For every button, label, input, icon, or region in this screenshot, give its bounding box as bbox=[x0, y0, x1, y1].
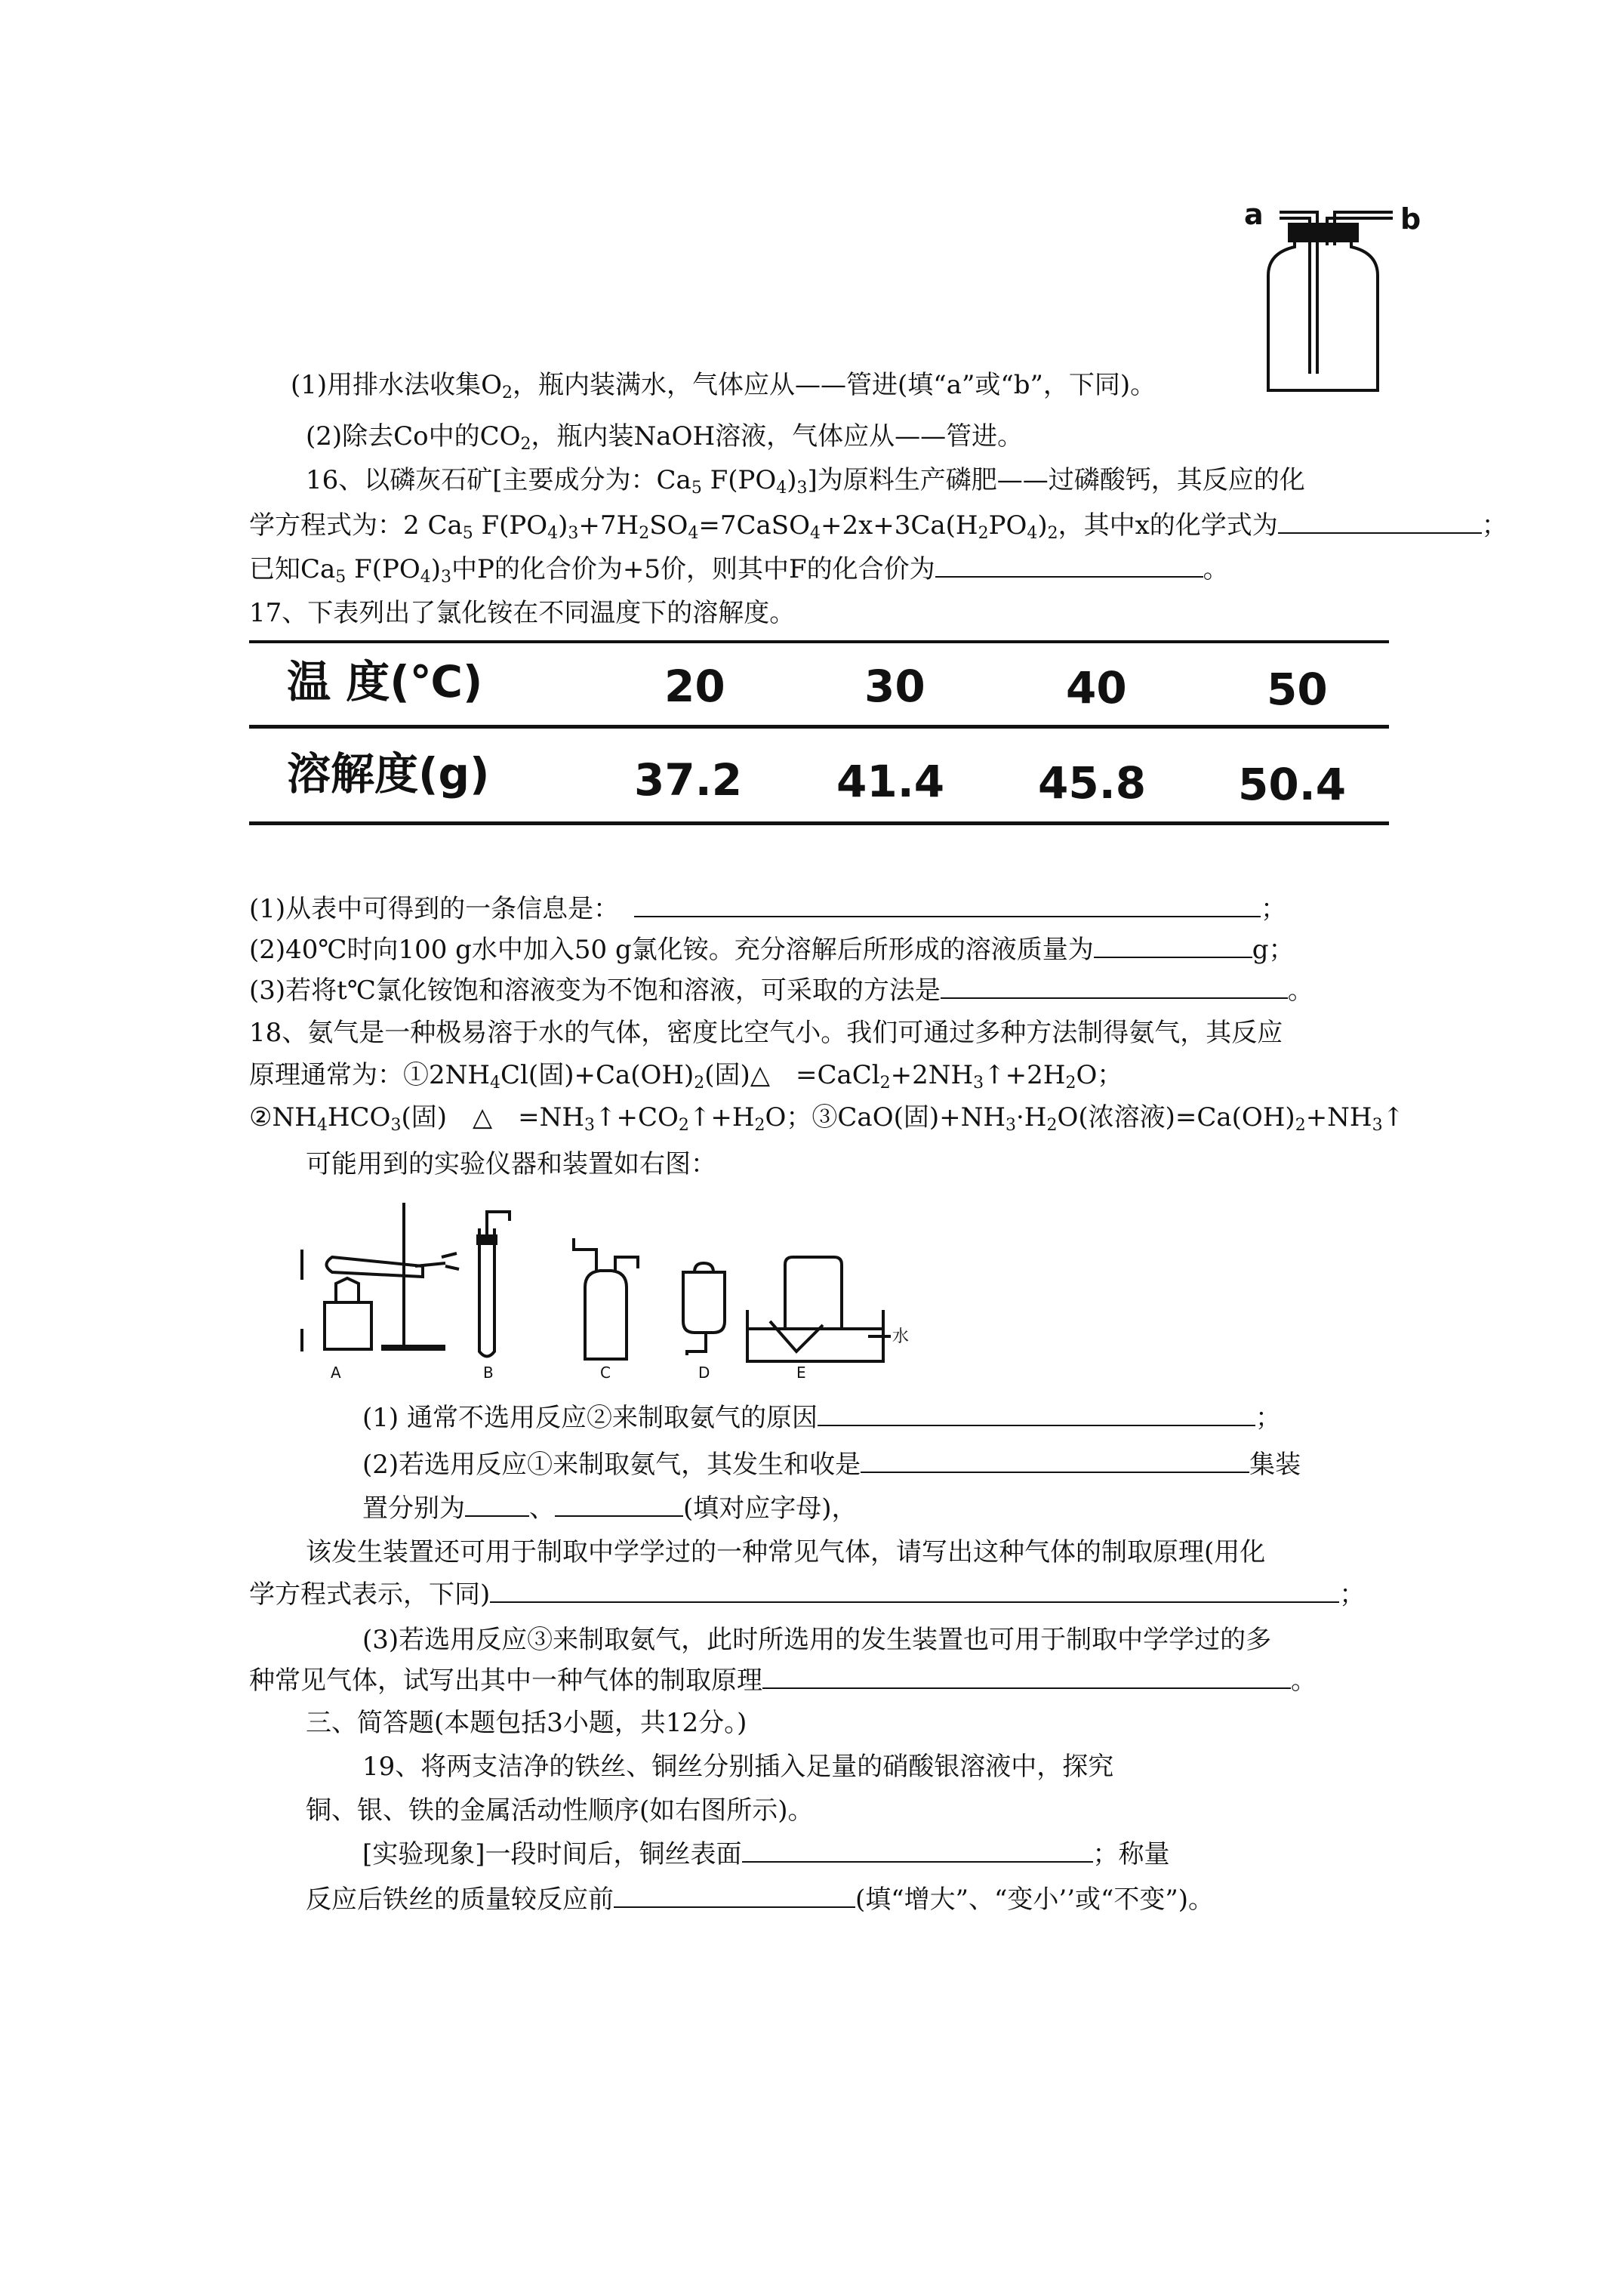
solubility-cell: 37.2 bbox=[634, 754, 743, 806]
q18-part2b: 置分别为 、 (填对应字母)， bbox=[362, 1493, 858, 1524]
answer-blank[interactable] bbox=[490, 1579, 1339, 1603]
row-header-solubility: 溶解度(g) bbox=[287, 748, 490, 800]
solubility-cell: 50.4 bbox=[1238, 759, 1347, 810]
temperature-cell: 50 bbox=[1267, 664, 1328, 715]
q19-line4: 反应后铁丝的质量较反应前 (填“增大”、“变小’’或“不变”)。 bbox=[306, 1885, 1215, 1915]
answer-blank[interactable] bbox=[555, 1493, 683, 1517]
q18-part3a: (3)若选用反应③来制取氨气，此时所选用的发生装置也可用于制取中学学过的多 bbox=[362, 1625, 1272, 1655]
q16-line3: 已知$Ca_5$ $F(PO_4)_3$中P的化合价为+5价，则其中F的化合价为 。 bbox=[249, 554, 1229, 587]
apparatus-figure bbox=[294, 1197, 913, 1382]
q17-sub2: (2)40℃时向100 g水中加入50 g氯化铵。充分溶解后所形成的溶液质量为 g； bbox=[249, 935, 1295, 965]
q17-sub3: (3)若将t℃氯化铵饱和溶液变为不饱和溶液，可采取的方法是 。 bbox=[249, 975, 1313, 1006]
q17-sub1: (1)从表中可得到的一条信息是： ； bbox=[249, 894, 1287, 924]
table-mid-rule bbox=[249, 725, 1389, 729]
solubility-cell: 45.8 bbox=[1038, 757, 1147, 809]
answer-blank[interactable] bbox=[941, 975, 1288, 999]
q18-line4: 可能用到的实验仪器和装置如右图： bbox=[306, 1149, 716, 1179]
q15-part2: (2)除去Co中的$CO_2$，瓶内装NaOH溶液，气体应从——管进。 bbox=[306, 421, 1024, 454]
gas-bottle-figure bbox=[1238, 193, 1434, 396]
answer-blank[interactable] bbox=[861, 1449, 1249, 1473]
table-top-rule bbox=[249, 640, 1389, 643]
answer-blank[interactable] bbox=[1278, 510, 1482, 534]
answer-blank[interactable] bbox=[762, 1665, 1291, 1689]
answer-blank[interactable] bbox=[818, 1402, 1255, 1426]
apparatus-label-d: D bbox=[698, 1364, 710, 1382]
q19-line2: 铜、银、铁的金属活动性顺序(如右图所示)。 bbox=[306, 1795, 814, 1826]
q18-part1: (1) 通常不选用反应②来制取氨气的原因 ； bbox=[362, 1403, 1281, 1433]
q18-line1: 18、氨气是一种极易溶于水的气体，密度比空气小。我们可通过多种方法制得氨气，其反应 bbox=[249, 1018, 1283, 1048]
tube-label-b: b bbox=[1400, 202, 1421, 236]
tube-label-a: a bbox=[1244, 198, 1264, 231]
apparatus-label-c: C bbox=[600, 1364, 611, 1382]
water-label: 水 bbox=[892, 1327, 910, 1346]
answer-blank[interactable] bbox=[742, 1838, 1093, 1863]
temperature-cell: 40 bbox=[1066, 662, 1127, 713]
answer-blank[interactable] bbox=[614, 1884, 855, 1908]
q18-line2: 原理通常为：$①2NH_4Cl$(固)$+Ca(OH)_2$(固)△ $=CaCl_2+2NH_3↑+2H_2O$； bbox=[249, 1060, 1123, 1093]
q15-part1: (1)用排水法收集$O_2$，瓶内装满水，气体应从——管进(填“a”或“b”，下同)。 bbox=[291, 370, 1156, 402]
apparatus-label-b: B bbox=[483, 1364, 494, 1382]
table-bottom-rule bbox=[249, 821, 1389, 825]
apparatus-label-e: E bbox=[796, 1364, 806, 1382]
q18-line3: $②NH_4HCO_3$(固) △ $=NH_3↑+CO_2↑+H_2O$；③CaO(固)$+NH_3\cdot H_2O$(浓溶液)$=Ca(OH)_2+NH_3↑$ bbox=[249, 1102, 1405, 1135]
q18-part2c: 该发生装置还可用于制取中学学过的一种常见气体，请写出这种气体的制取原理(用化 bbox=[306, 1537, 1266, 1567]
q17-intro: 17、下表列出了氯化铵在不同温度下的溶解度。 bbox=[249, 598, 796, 628]
solubility-cell: 41.4 bbox=[836, 756, 945, 807]
q18-part2d: 学方程式表示，下同) ； bbox=[249, 1579, 1366, 1610]
answer-blank[interactable] bbox=[634, 893, 1261, 917]
q19-line1: 19、将两支洁净的铁丝、铜丝分别插入足量的硝酸银溶液中，探究 bbox=[362, 1752, 1114, 1782]
q18-part2a: (2)若选用反应①来制取氨气，其发生和收是 集装 bbox=[362, 1450, 1301, 1480]
q19-line3: [实验现象]一段时间后，铜丝表面 ；称量 bbox=[362, 1839, 1170, 1869]
q16-line2: 学方程式为：2 $Ca_5$ $F(PO_4)_3+7H_2SO_4=7CaSO_4+2x+3Ca(H_2PO_4)_2$，其中x的化学式为 ； bbox=[249, 510, 1508, 543]
q16-line1: 16、以磷灰石矿[主要成分为：$Ca_5$ $F(PO_4)_3$]为原料生产磷肥——过磷酸钙，其反应的化 bbox=[306, 465, 1305, 498]
q18-part3b: 种常见气体，试写出其中一种气体的制取原理 。 bbox=[249, 1666, 1317, 1696]
row-header-temperature: 温 度(℃) bbox=[287, 656, 483, 707]
temperature-cell: 30 bbox=[864, 661, 925, 712]
answer-blank[interactable] bbox=[465, 1493, 529, 1517]
apparatus-label-a: A bbox=[331, 1364, 341, 1382]
section3-title: 三、简答题(本题包括3小题，共12分。) bbox=[306, 1708, 747, 1738]
temperature-cell: 20 bbox=[664, 661, 725, 712]
answer-blank[interactable] bbox=[1094, 934, 1252, 958]
answer-blank[interactable] bbox=[935, 553, 1203, 578]
solubility-table bbox=[249, 640, 1389, 829]
